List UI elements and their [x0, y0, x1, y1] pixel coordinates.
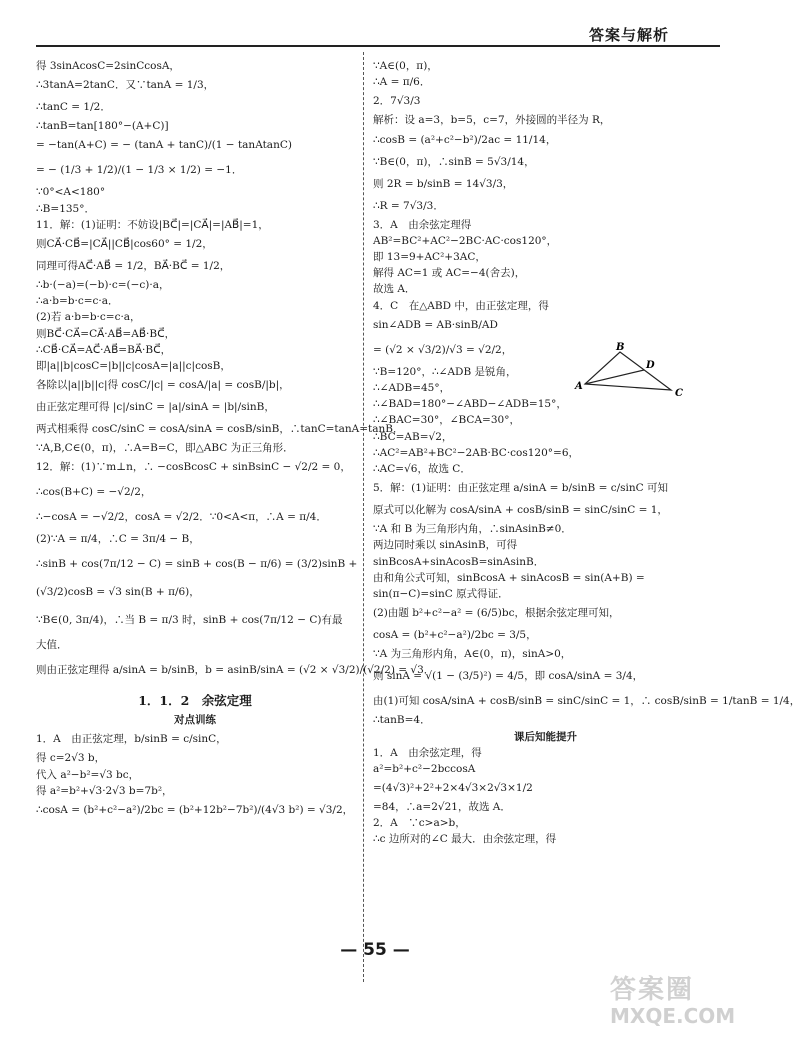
- text-line: ∴AC=√6，故选 C．: [373, 463, 471, 476]
- text-line: (2)若 a·b=b·c=c·a，: [36, 311, 141, 324]
- text-line: 故选 A．: [373, 283, 416, 296]
- text-line: 由(1)可知 cosA/sinA + cosB/sinB = sinC/sinC = 1，∴ cosB/sinB = 1/tanB = 1/4，: [373, 695, 800, 708]
- figure-label-c: C: [675, 388, 683, 399]
- text-line: ∴R = 7√3/3．: [373, 199, 444, 212]
- text-line: ∴∠BAC=30°，∠BCA=30°，: [373, 414, 520, 427]
- text-line: 1．A 由正弦定理，b/sinB = c/sinC，: [36, 733, 227, 746]
- text-line: ∴3tanA=2tanC．又∵tanA = 1/3，: [36, 79, 215, 92]
- right-text-block-2: [373, 745, 718, 848]
- text-line: ∴BC=AB=√2，: [373, 430, 453, 443]
- text-line: 由和角公式可知，sinBcosA + sinAcosB = sin(A+B) =: [373, 571, 645, 584]
- text-line: ∴−cosA = −√2/2，cosA = √2/2．∵0<A<π，∴A = π/4．: [36, 511, 327, 524]
- text-line: 4．C 在△ABD 中，由正弦定理，得: [373, 299, 549, 312]
- text-line: 代入 a²−b²=√3 bc，: [36, 768, 140, 781]
- text-line: 则 sinA = √(1 − (3/5)²) = 4/5，即 cosA/sinA = 3/4，: [373, 670, 644, 683]
- text-line: ∴tanB=tan[180°−(A+C)]: [36, 120, 169, 133]
- text-line: ∴tanC = 1/2．: [36, 101, 111, 114]
- page-number: — 55 —: [340, 940, 410, 960]
- text-line: 即 13=9+AC²+3AC，: [373, 251, 486, 264]
- text-line: 得 a²=b²+√3·2√3 b=7b²，: [36, 784, 173, 797]
- text-line: ∵A,B,C∈(0，π)，∴A=B=C，即△ABC 为正三角形．: [36, 442, 294, 455]
- header-rule: [36, 45, 720, 47]
- text-line: ∴tanB=4．: [373, 714, 431, 727]
- header-title: 答案与解析: [589, 26, 670, 44]
- section-title: 1．1．2 余弦定理: [138, 693, 252, 709]
- text-line: ∵0°<A<180°: [36, 186, 106, 199]
- text-line: sin(π−C)=sinC 原式得证．: [373, 588, 509, 601]
- watermark-url: MXQE.COM: [610, 1004, 736, 1028]
- text-line: 由正弦定理可得 |c|/sinC = |a|/sinA = |b|/sinB，: [36, 401, 275, 414]
- text-line: AB²=BC²+AC²−2BC·AC·cos120°，: [373, 234, 558, 247]
- text-line: 解析：设 a=3，b=5，c=7，外接圆的半径为 R，: [373, 114, 611, 127]
- text-line: ∴AC²=AB²+BC²−2AB·BC·cos120°=6，: [373, 446, 580, 459]
- text-line: (√3/2)cosB = √3 sin(B + π/6)，: [36, 586, 200, 599]
- text-line: = − (1/3 + 1/2)/(1 − 1/3 × 1/2) = −1．: [36, 164, 243, 177]
- text-line: ∴a·b=b·c=c·a．: [36, 295, 119, 308]
- text-line: ∵A 为三角形内角，A∈(0，π)，sinA>0，: [373, 648, 572, 661]
- text-line: ∵B∈(0，π)，∴sinB = 5√3/14，: [373, 155, 535, 168]
- figure-label-b: B: [616, 342, 625, 353]
- text-line: ∵A∈(0，π)，: [373, 60, 438, 72]
- figure-label-d: D: [646, 360, 655, 371]
- text-line: ∴cos(B+C) = −√2/2，: [36, 486, 152, 499]
- text-line: ∴∠BAD=180°−∠ABD−∠ADB=15°，: [373, 398, 567, 411]
- text-line: 则 2R = b/sinB = 14√3/3，: [373, 177, 514, 190]
- watermark-text: 答案圈: [610, 975, 695, 1005]
- text-line: 两式相乘得 cosC/sinC = cosA/sinA = cosB/sinB，∴tanC=tanA=tanB．: [36, 423, 404, 436]
- watermark-logo: [610, 975, 740, 1033]
- text-line: 则BC⃗·CA⃗=CA⃗·AB⃗=AB⃗·BC⃗，: [36, 327, 176, 340]
- section-subtitle: 对点训练: [174, 714, 216, 727]
- text-line: 5．解：(1)证明：由正弦定理 a/sinA = b/sinB = c/sinC 可知: [373, 482, 669, 495]
- text-line: 各除以|a||b||c|得 cosC/|c| = cosA/|a| = cosB/|b|，: [36, 379, 290, 392]
- triangle-figure: [575, 342, 685, 400]
- text-line: 同理可得AC⃗·AB⃗ = 1/2，BA⃗·BC⃗ = 1/2，: [36, 260, 231, 273]
- text-line: (2)∵A = π/4，∴C = 3π/4 − B，: [36, 533, 200, 546]
- text-line: =(4√3)²+2²+2×4√3×2√3×1/2: [373, 782, 533, 795]
- text-line: ∴c 边所对的∠C 最大．由余弦定理，得: [373, 833, 557, 846]
- text-line: 3．A 由余弦定理得: [373, 218, 472, 231]
- text-line: ∴b·(−a)=(−b)·c=(−c)·a，: [36, 279, 170, 292]
- text-line: ∴B=135°．: [36, 202, 95, 215]
- text-line: 两边同时乘以 sinAsinB，可得: [373, 539, 518, 552]
- text-line: ∴sinB + cos(7π/12 − C) = sinB + cos(B − π/6) = (3/2)sinB +: [36, 558, 358, 571]
- text-line: 得 c=2√3 b，: [36, 752, 106, 765]
- text-line: ∵A 和 B 为三角形内角，∴sinAsinB≠0．: [373, 523, 572, 536]
- text-line: 12．解：(1)∵m⊥n，∴ −cosBcosC + sinBsinC − √2/2 = 0，: [36, 461, 351, 474]
- text-line: (2)由题 b²+c²−a² = (6/5)bc，根据余弦定理可知，: [373, 607, 620, 620]
- text-line: 1．A 由余弦定理，得: [373, 746, 482, 759]
- text-line: ∵B∈(0, 3π/4)，∴当 B = π/3 时，sinB + cos(7π/12 − C)有最: [36, 614, 343, 627]
- text-line: 原式可以化解为 cosA/sinA + cosB/sinB = sinC/sinC = 1，: [373, 504, 668, 517]
- text-line: ∴∠ADB=45°，: [373, 382, 451, 395]
- text-line: ∴CB⃗·CA⃗=AC⃗·AB⃗=BA⃗·BC⃗，: [36, 343, 172, 356]
- left-text-block-2: [36, 728, 354, 821]
- text-line: = (√2 × √3/2)/√3 = √2/2，: [373, 343, 513, 356]
- text-line: sin∠ADB = AB·sinB/AD: [373, 318, 498, 331]
- text-line: 得 3sinAcosC=2sinCcosA，: [36, 60, 180, 72]
- text-line: 则由正弦定理得 a/sinA = b/sinB，b = asinB/sinA = (√2 × √3/2)/(√2/2) = √3．: [36, 664, 435, 677]
- text-line: 即|a||b|cosC=|b||c|cosA=|a||c|cosB，: [36, 360, 231, 373]
- text-line: =84，∴a=2√21，故选 A．: [373, 801, 511, 814]
- text-line: ∴cosB = (a²+c²−b²)/2ac = 11/14，: [373, 133, 557, 146]
- figure-label-a: A: [575, 381, 583, 392]
- text-line: 2．A ∵c>a>b，: [373, 817, 466, 830]
- text-line: ∴cosA = (b²+c²−a²)/2bc = (b²+12b²−7b²)/(4√3 b²) = √3/2，: [36, 804, 354, 817]
- text-line: 则CA⃗·CB⃗=|CA⃗||CB⃗|cos60° = 1/2，: [36, 238, 213, 251]
- text-line: = −tan(A+C) = − (tanA + tanC)/(1 − tanAtanC): [36, 139, 292, 152]
- text-line: sinBcosA+sinAcosB=sinAsinB．: [373, 555, 545, 568]
- text-line: ∴A = π/6．: [373, 76, 431, 89]
- text-line: 11．解：(1)证明：不妨设|BC⃗|=|CA⃗|=|AB⃗|=1，: [36, 218, 269, 231]
- text-line: 大值．: [36, 639, 68, 652]
- text-line: ∵B=120°，∴∠ADB 是锐角，: [373, 365, 517, 378]
- right-column: [373, 58, 800, 848]
- subsection-title: 课后知能提升: [514, 730, 577, 743]
- text-line: 解得 AC=1 或 AC=−4(舍去)，: [373, 267, 526, 280]
- text-line: 2．7√3/3: [373, 95, 421, 108]
- column-divider: [363, 52, 364, 982]
- text-line: a²=b²+c²−2bccosA: [373, 762, 476, 775]
- text-line: cosA = (b²+c²−a²)/2bc = 3/5，: [373, 629, 537, 642]
